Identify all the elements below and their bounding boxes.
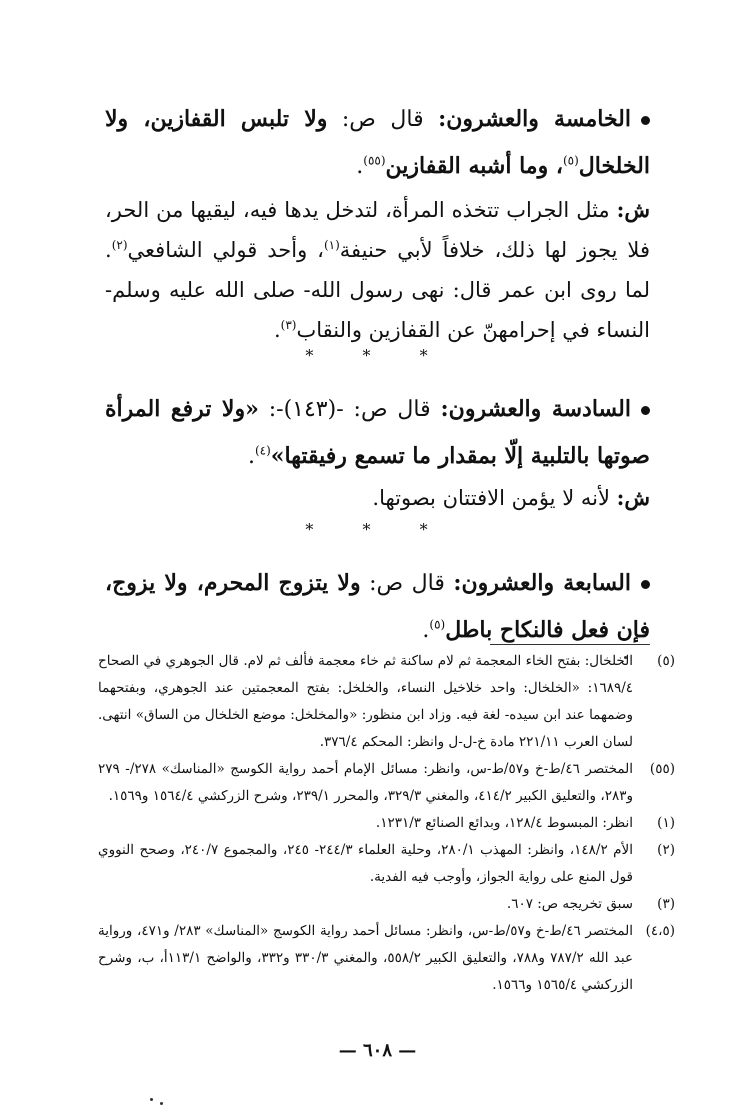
issue-heading: السابعة والعشرون:	[453, 570, 631, 596]
issue-heading: السادسة والعشرون:	[440, 396, 631, 422]
footnote-text: الأم ١٤٨/٢، وانظر: المهذب ٢٨٠/١، وحلية العلماء ٢٤٤/٣- ٢٤٥، والمجموع ٢٤٠/٧، وصحح النووي قول المنع على رواية الجواز، وأوجب فيه الفدية.	[98, 842, 633, 885]
footnote	[98, 891, 675, 918]
bullet-icon	[641, 580, 650, 589]
explanation-25	[105, 190, 650, 350]
period: .	[356, 154, 364, 179]
footnote	[98, 918, 675, 999]
page-number: — ٦٠٨ —	[338, 1040, 417, 1061]
footnote-text: المختصر ٤٦/ط-خ و٥٧/ط-س، وانظر: مسائل الإمام أحمد رواية الكوسج «المناسك» ٢٧٨/- ٢٧٩ و٢٨٣، والتعليق الكبير ٤١٤/٢، والمغني ٣٢٩/٣، والمحرر ٢٣٩/١، وشرح الزركشي ١٥٦٤/٤ و١٥٦٩.	[98, 761, 633, 804]
explanation-text: لأنه لا يؤمن الافتتان بصوتها.	[372, 486, 617, 510]
footnote-marker: (١)	[657, 815, 675, 831]
footnote-marker: (٣)	[657, 896, 675, 912]
explanation-label: ش:	[616, 197, 650, 222]
issue-25-paragraph	[105, 96, 650, 190]
footnote-text: سبق تخريجه ص: ٦٠٧.	[506, 896, 633, 912]
footnote	[98, 648, 675, 756]
footnote-marker: (٥)	[657, 653, 675, 669]
footnote-text: الخلخال: بفتح الخاء المعجمة ثم لام ساكنة ثم خاء معجمة فألف ثم لام. قال الجوهري في الصحاح ١٦٨٩/٤: «الخلخال: واحد خلاخيل النساء، والخلخل: بفتح المعجمتين عند الجوهري، وبفتحهما وضمهما عند ابن سيده- لغة فيه. وزاد ابن منظور: «والمخلخل: موضع الخلخال من الساق» انتهى. لسان العرب ٢٢١/١١ مادة خ-ل-ل وانظر: المحكم ٣٧٦/٤.	[98, 653, 633, 750]
issue-intro: قال ص: -(١٤٣)-:	[258, 397, 441, 422]
explanation-text: . لما روى ابن عمر قال: نهى رسول الله- صلى الله عليه وسلم- النساء في إحرامهنّ عن القفازين والنقاب	[105, 238, 650, 342]
issue-quote: ولا تلبس القفازين، ولا الخلخال	[105, 106, 650, 179]
footnote	[98, 837, 675, 891]
footnote-text: المختصر ٤٦/ط-خ و٥٧/ط-س، وانظر: مسائل أحمد رواية الكوسج «المناسك» ٢٨٣/ و٤٧١، ورواية عبد الله ٧٨٧/٢ و٧٨٨، والتعليق الكبير ٥٥٨/٢، والمغني ٣٣٠/٣ و٣٣٢، والواضح ١١٣/١أ، ب، وشرح الزركشي ١٥٦٥/٤ و١٥٦٦.	[98, 923, 634, 993]
issue-quote: «ولا ترفع المرأة صوتها بالتلبية إلّا بمقدار ما تسمع رفيقتها»	[105, 396, 650, 469]
issue-27-paragraph	[105, 560, 650, 654]
footnote-ref: (٥)	[429, 617, 446, 632]
period: .	[273, 318, 281, 342]
issue-quote-cont: ، وما أشبه القفازين	[385, 153, 563, 179]
footnote-ref: (١)	[323, 238, 340, 252]
footnote	[98, 810, 675, 837]
footnote-ref: (٤)	[254, 443, 271, 458]
section-divider: * * *	[305, 520, 450, 539]
period: .	[247, 444, 255, 469]
footnote-marker: (٥٥)	[649, 761, 675, 777]
period: .	[422, 618, 430, 643]
explanation-text: ، وأحد قولي الشافعي	[127, 238, 324, 262]
footnotes	[98, 648, 675, 999]
issue-intro: قال ص:	[360, 571, 454, 596]
section-divider: * * *	[305, 346, 450, 365]
footnote-ref: (٢)	[111, 238, 128, 252]
footnote-ref: (٥٥)	[363, 153, 386, 168]
footnote-text: انظر: المبسوط ١٢٨/٤، وبدائع الصنائع ١٢٣١/٣.	[375, 815, 633, 831]
explanation-text: مثل الجراب تتخذه المرأة، لتدخل يدها فيه، ليقيها من الحر، فلا يجوز لها ذلك، خلافاً لأبي حنيفة	[105, 198, 650, 262]
footnote-separator	[490, 644, 650, 645]
explanation-label: ش:	[616, 485, 650, 510]
issue-intro: قال ص:	[327, 107, 439, 132]
bullet-icon	[641, 116, 650, 125]
issue-26-paragraph	[105, 386, 650, 480]
footnote-marker: (٢)	[657, 842, 675, 858]
explanation-26	[105, 478, 650, 518]
speck	[160, 1102, 163, 1105]
footnote-ref: (٥)	[562, 153, 579, 168]
speck	[150, 1098, 153, 1101]
footnote	[98, 756, 675, 810]
issue-quote: ولا يتزوج المحرم، ولا يزوج، فإن فعل فالنكاح باطل	[105, 570, 650, 643]
bullet-icon	[641, 406, 650, 415]
issue-heading: الخامسة والعشرون:	[438, 106, 631, 132]
footnote-ref: (٣)	[280, 318, 297, 332]
footnote-marker: (٤،٥)	[645, 923, 675, 939]
